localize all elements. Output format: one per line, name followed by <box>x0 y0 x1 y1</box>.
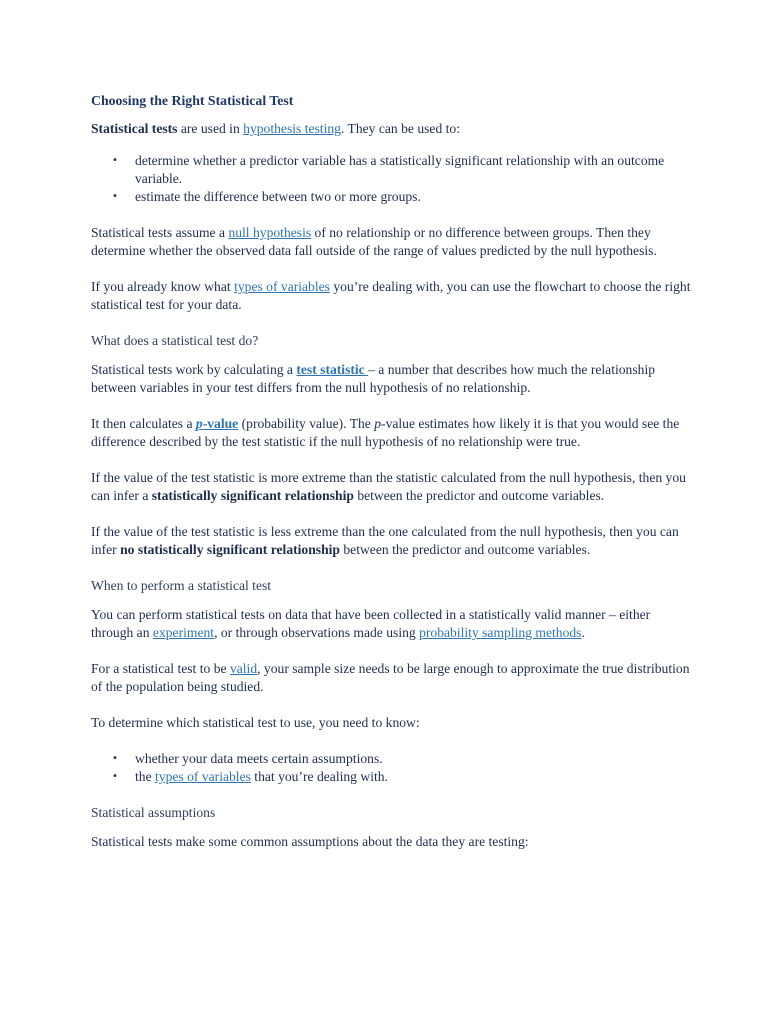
test-statistic-paragraph: Statistical tests work by calculating a test statistic – a number that describes how much the relationship between variables in your test differs from the null hypothesis of no relationship. <box>91 362 656 395</box>
sample-size-paragraph: For a statistical test to be valid, your sample size needs to be large enough to approximate the true distribution of the population being studied. <box>91 661 690 694</box>
section-heading-assumptions: Statistical assumptions <box>91 805 216 820</box>
types-of-variables-link-2[interactable]: types of variables <box>155 769 251 784</box>
types-of-variables-link[interactable]: types of variables <box>234 279 330 294</box>
section-heading-when-to-perform: When to perform a statistical test <box>91 578 272 593</box>
not-significant-paragraph: If the value of the test statistic is less extreme than the one calculated from the null hypothesis, then you can infer no statistically significant relationship between the predictor and outcome variables. <box>91 524 679 557</box>
list-item: • determine whether a predictor variable has a statistically significant relationship with an outcome variable. <box>91 152 691 188</box>
intro-paragraph: Statistical tests are used in hypothesis testing. They can be used to: <box>91 121 461 136</box>
assumptions-paragraph: Statistical tests make some common assumptions about the data they are testing: <box>91 834 529 849</box>
intro-bold-term: Statistical tests <box>91 121 178 136</box>
need-to-know-paragraph: To determine which statistical test to use, you need to know: <box>91 715 420 730</box>
null-hypothesis-link[interactable]: null hypothesis <box>228 225 312 240</box>
p-value-link[interactable]: p-value <box>195 416 239 431</box>
need-to-know-list <box>91 750 691 786</box>
list-item: • estimate the difference between two or more groups. <box>91 188 691 206</box>
document-page <box>91 92 691 869</box>
significant-relationship-term: statistically significant relationship <box>151 488 354 503</box>
list-item: • the types of variables that you’re dealing with. <box>91 768 691 786</box>
flowchart-paragraph: If you already know what types of variables you’re dealing with, you can use the flowchart to choose the right statistical test for your data. <box>91 279 691 312</box>
p-value-paragraph: It then calculates a p-value (probability value). The p-value estimates how likely it is that you would see the difference described by the test statistic if the null hypothesis of no relationship were true. <box>91 416 680 449</box>
valid-manner-paragraph: You can perform statistical tests on data that have been collected in a statistically valid manner – either through an experiment, or through observations made using probability sampling methods. <box>91 607 651 640</box>
experiment-link[interactable]: experiment <box>152 625 215 640</box>
hypothesis-testing-link[interactable]: hypothesis testing <box>243 121 341 136</box>
no-significant-relationship-term: no statistically significant relationship <box>120 542 340 557</box>
probability-sampling-link[interactable]: probability sampling methods <box>419 625 582 640</box>
test-statistic-link[interactable]: test statistic <box>296 362 369 377</box>
document-title: Choosing the Right Statistical Test <box>91 93 294 108</box>
valid-link[interactable]: valid <box>229 661 258 676</box>
significant-paragraph: If the value of the test statistic is more extreme than the statistic calculated from the null hypothesis, then you can infer a statistically significant relationship between the predictor and outcome variables. <box>91 470 686 503</box>
null-hypothesis-paragraph: Statistical tests assume a null hypothesis of no relationship or no difference between groups. Then they determine whether the observed data fall outside of the range of values predicted by the null hypothesis. <box>91 225 657 258</box>
list-item: • whether your data meets certain assumptions. <box>91 750 691 768</box>
uses-list <box>91 152 691 206</box>
section-heading-what-does: What does a statistical test do? <box>91 333 259 348</box>
